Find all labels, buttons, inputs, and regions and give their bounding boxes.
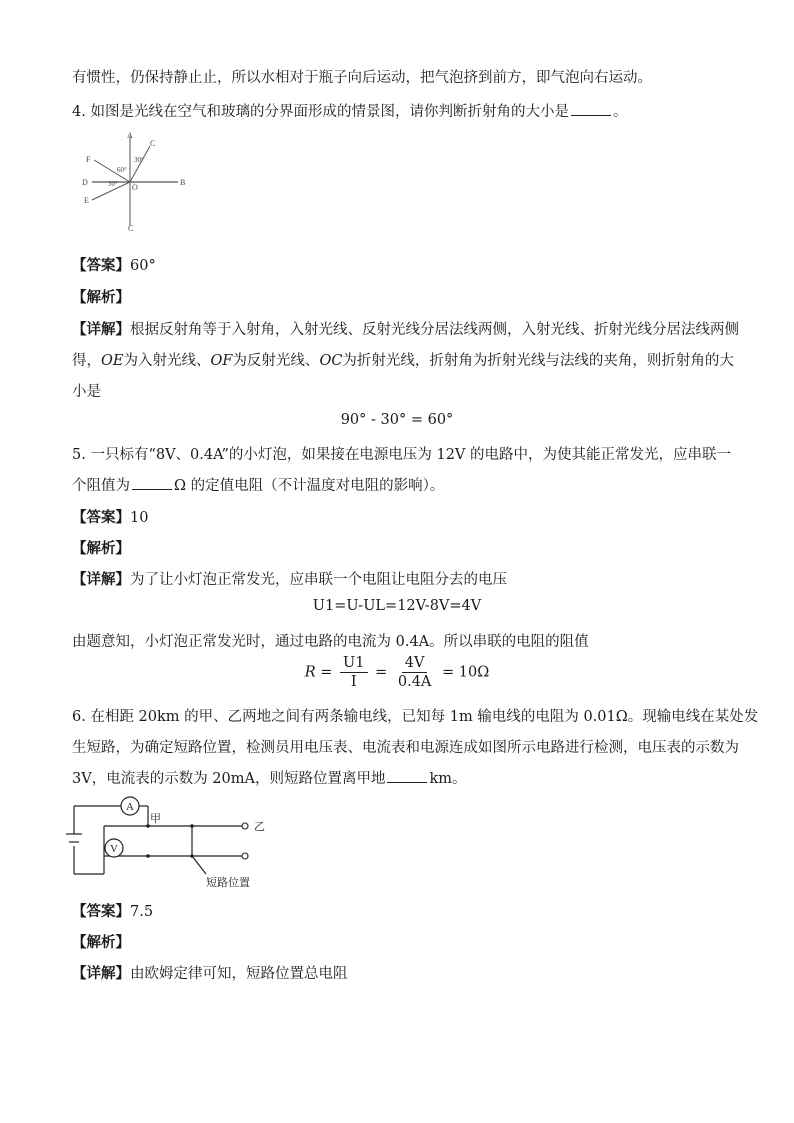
q4-answer — [72, 254, 156, 275]
q6-detail-line1 — [72, 962, 348, 983]
q4-detail-line3: 小是 — [72, 384, 101, 400]
q6-answer — [72, 900, 153, 921]
q4-refraction-figure — [80, 132, 190, 232]
q5-detail-line2: 由题意知，小灯泡正常发光时，通过电路的电流为 0.4A。所以串联的电阻的阻值 — [72, 634, 589, 650]
label-A: A — [127, 132, 133, 140]
label-C-top: C — [150, 139, 156, 148]
q6-question-line3 — [72, 767, 467, 788]
label-short-position: 短路位置 — [206, 877, 250, 889]
detail-text: 为入射光线、 — [123, 353, 211, 369]
q5-question-line1: 5. 一只标有“8V、0.4A”的小灯泡，如果接在电源电压为 12V 的电路中，为使其能正常发光，应串联一 — [72, 447, 732, 463]
question-text: Ω 的定值电阻（不计温度对电阻的影响）。 — [174, 478, 445, 494]
formula-rhs: = 10Ω — [442, 664, 490, 681]
analysis-tag: 【解析】 — [72, 934, 130, 951]
answer-tag: 【答案】 — [72, 257, 130, 274]
q4-detail-line2 — [72, 349, 734, 370]
q5-analysis-tag — [72, 537, 130, 558]
q5-question-line2 — [72, 474, 444, 495]
q5-formula1: U1=U-UL=12V-8V=4V — [312, 598, 482, 614]
answer-value: 10 — [130, 510, 149, 526]
q4-answer-blank — [571, 101, 611, 116]
label-O: O — [132, 183, 138, 192]
q4-analysis-tag — [72, 286, 130, 307]
fraction-denominator: 0.4A — [397, 674, 432, 690]
fraction-1 — [340, 654, 367, 691]
q4-question — [72, 100, 627, 121]
q4-question-end: 。 — [612, 104, 628, 120]
q6-circuit-figure — [66, 796, 286, 892]
answer-value: 7.5 — [130, 904, 154, 920]
ray-name: OC — [319, 353, 343, 369]
q5-answer — [72, 506, 148, 527]
q4-formula: 90° - 30° = 60° — [340, 412, 454, 428]
q6-question-line1: 6. 在相距 20km 的甲、乙两地之间有两条输电线，已知每 1m 输电线的电阻为 0.01Ω。现输电线在某处发 — [72, 709, 759, 725]
angle-60: 60° — [117, 166, 127, 174]
label-B: B — [180, 178, 186, 187]
angle-30-left: 30° — [108, 180, 118, 188]
answer-tag: 【答案】 — [72, 509, 130, 526]
label-jia: 甲 — [150, 813, 161, 825]
q4-question-text: 4. 如图是光线在空气和玻璃的分界面形成的情景图，请你判断折射角的大小是 — [72, 104, 569, 120]
intro-text: 有惯性，仍保持静止止，所以水相对于瓶子向后运动，把气泡挤到前方，即气泡向右运动。 — [72, 70, 652, 86]
label-C-bottom: C — [128, 224, 134, 232]
detail-text: 根据反射角等于入射角，入射光线、反射光线分居法线两侧，入射光线、折射光线分居法线两侧 — [130, 322, 739, 338]
detail-text: 为了让小灯泡正常发光，应串联一个电阻让电阻分去的电压 — [130, 572, 507, 588]
detail-tag: 【详解】 — [72, 965, 130, 982]
analysis-tag: 【解析】 — [72, 289, 130, 306]
junction-dot — [190, 824, 194, 828]
junction-dot — [190, 854, 194, 858]
junction-dot — [146, 854, 150, 858]
q4-detail-line1 — [72, 318, 739, 339]
answer-value: 60° — [130, 258, 156, 274]
detail-text: 由欧姆定律可知，短路位置总电阻 — [130, 966, 348, 982]
voltmeter-label: V — [110, 843, 118, 855]
detail-tag: 【详解】 — [72, 571, 130, 588]
detail-text: 为折射光线，折射角为折射光线与法线的夹角，则折射角的大 — [342, 353, 734, 369]
answer-tag: 【答案】 — [72, 903, 130, 920]
fraction-numerator: 4V — [402, 654, 428, 673]
label-yi: 乙 — [254, 821, 265, 833]
angle-30-right: 30° — [134, 156, 144, 164]
detail-text: 为反射光线、 — [232, 353, 320, 369]
ray-name: OF — [210, 353, 233, 369]
ray-OC — [130, 146, 150, 182]
terminal-yi-bottom — [242, 853, 248, 859]
label-F: F — [86, 155, 91, 164]
q6-analysis-tag — [72, 931, 130, 952]
q5-answer-blank — [132, 475, 172, 490]
detail-tag: 【详解】 — [72, 321, 130, 338]
ray-name: OE — [101, 353, 124, 369]
question-text: km。 — [429, 771, 467, 787]
q6-question-line2: 生短路，为确定短路位置，检测员用电压表、电流表和电源连成如图所示电路进行检测，电压表的示数为 — [72, 740, 739, 756]
equals-sign: = — [375, 664, 388, 681]
fraction-2 — [395, 654, 435, 691]
detail-text: 得， — [72, 353, 101, 369]
analysis-tag: 【解析】 — [72, 540, 130, 557]
ammeter-label: A — [126, 801, 134, 813]
q6-answer-blank — [387, 768, 427, 783]
label-E: E — [84, 196, 89, 205]
q5-detail-line1 — [72, 568, 507, 589]
short-pointer — [192, 856, 206, 874]
question-text: 个阻值为 — [72, 478, 130, 494]
question-text: 3V，电流表的示数为 20mA，则短路位置离甲地 — [72, 771, 386, 787]
fraction-numerator: U1 — [340, 654, 367, 673]
fraction-denominator: I — [350, 674, 357, 690]
label-D: D — [82, 178, 88, 187]
terminal-yi-top — [242, 823, 248, 829]
formula-lhs: R = — [304, 664, 333, 681]
q5-formula2 — [0, 654, 794, 691]
